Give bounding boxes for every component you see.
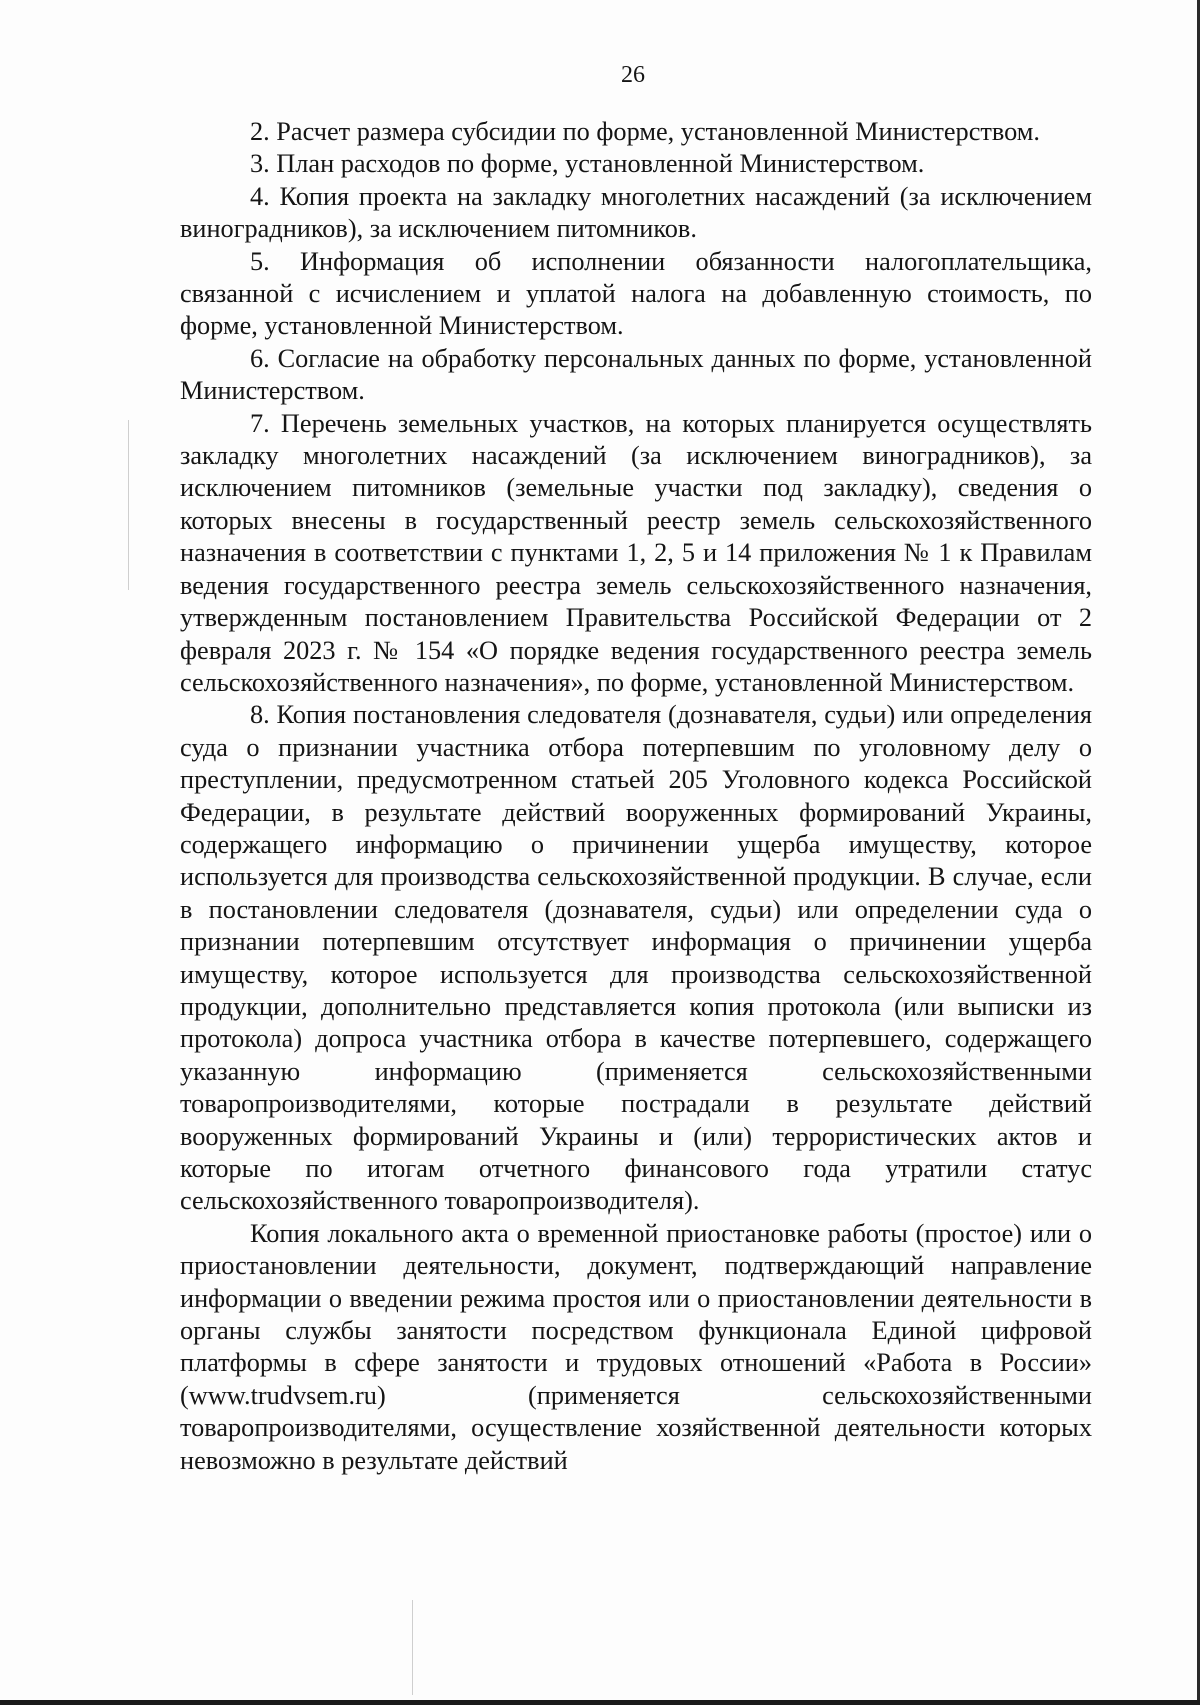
paragraph-item-6: 6. Согласие на обработку персональных данных по форме, установленной Министерством. bbox=[180, 343, 1092, 406]
paragraph-item-7: 7. Перечень земельных участков, на которых планируется осуществлять закладку многолетних насаждений (за исключением виноградников), за исключением питомников (земельные участки под закладку), сведения о которых внесены в государственный реестр земель сельскохозяйственного назначения в соответствии с пунктами 1, 2, 5 и 14 приложения № 1 к Правилам ведения государственного реестра земель сельскохозяйственного назначения, утвержденным постановлением Правительства Российской Федерации от 2 февраля 2023 г. № 154 «О порядке ведения государственного реестра земель сельскохозяйственного назначения», по форме, установленной Министерством. bbox=[180, 408, 1092, 697]
document-body bbox=[180, 116, 1092, 1477]
scan-line-mark bbox=[128, 420, 129, 590]
paragraph-local-act: Копия локального акта о временной приостановке работы (простое) или о приостановлении деятельности, документ, подтверждающий направление информации о введении режима простоя или о приостановлении деятельности в органы службы занятости посредством функционала Единой цифровой платформы в сфере занятости и трудовых отношений «Работа в России» (www.trudvsem.ru) (применяется сельскохозяйственными товаропроизводителями, осуществление хозяйственной деятельности которых невозможно в результате действий bbox=[180, 1218, 1092, 1475]
paragraph-item-5: 5. Информация об исполнении обязанности налогоплательщика, связанной с исчислением и уплатой налога на добавленную стоимость, по форме, установленной Министерством. bbox=[180, 246, 1092, 341]
paragraph-item-4: 4. Копия проекта на закладку многолетних насаждений (за исключением виноградников), за исключением питомников. bbox=[180, 181, 1092, 244]
page-number: 26 bbox=[621, 62, 645, 88]
scan-bottom-edge bbox=[0, 1700, 1200, 1705]
paragraph-item-3: 3. План расходов по форме, установленной Министерством. bbox=[250, 149, 925, 179]
scan-line-mark bbox=[412, 1600, 413, 1695]
paragraph-item-2: 2. Расчет размера субсидии по форме, установленной Министерством. bbox=[250, 117, 1040, 146]
paragraph-item-8: 8. Копия постановления следователя (дознавателя, судьи) или определения суда о признании участника отбора потерпевшим по уголовному делу о преступлении, предусмотренном статьей 205 Уголовного кодекса Российской Федерации, в результате действий вооруженных формирований Украины, содержащего информацию о причинении ущерба имуществу, которое используется для производства сельскохозяйственной продукции. В случае, если в постановлении следователя (дознавателя, судьи) или определении суда о признании потерпевшим отсутствует информация о причинении ущерба имуществу, которое используется для производства сельскохозяйственной продукции, дополнительно представляется копия протокола (или выписки из протокола) допроса участника отбора в качестве потерпевшего, содержащего указанную информацию (применяется сельскохозяйственными товаропроизводителями, которые пострадали в результате действий вооруженных формирований Украины и (или) террористических актов и которые по итогам отчетного финансового года утратили статус сельскохозяйственного товаропроизводителя). bbox=[180, 700, 1092, 1216]
